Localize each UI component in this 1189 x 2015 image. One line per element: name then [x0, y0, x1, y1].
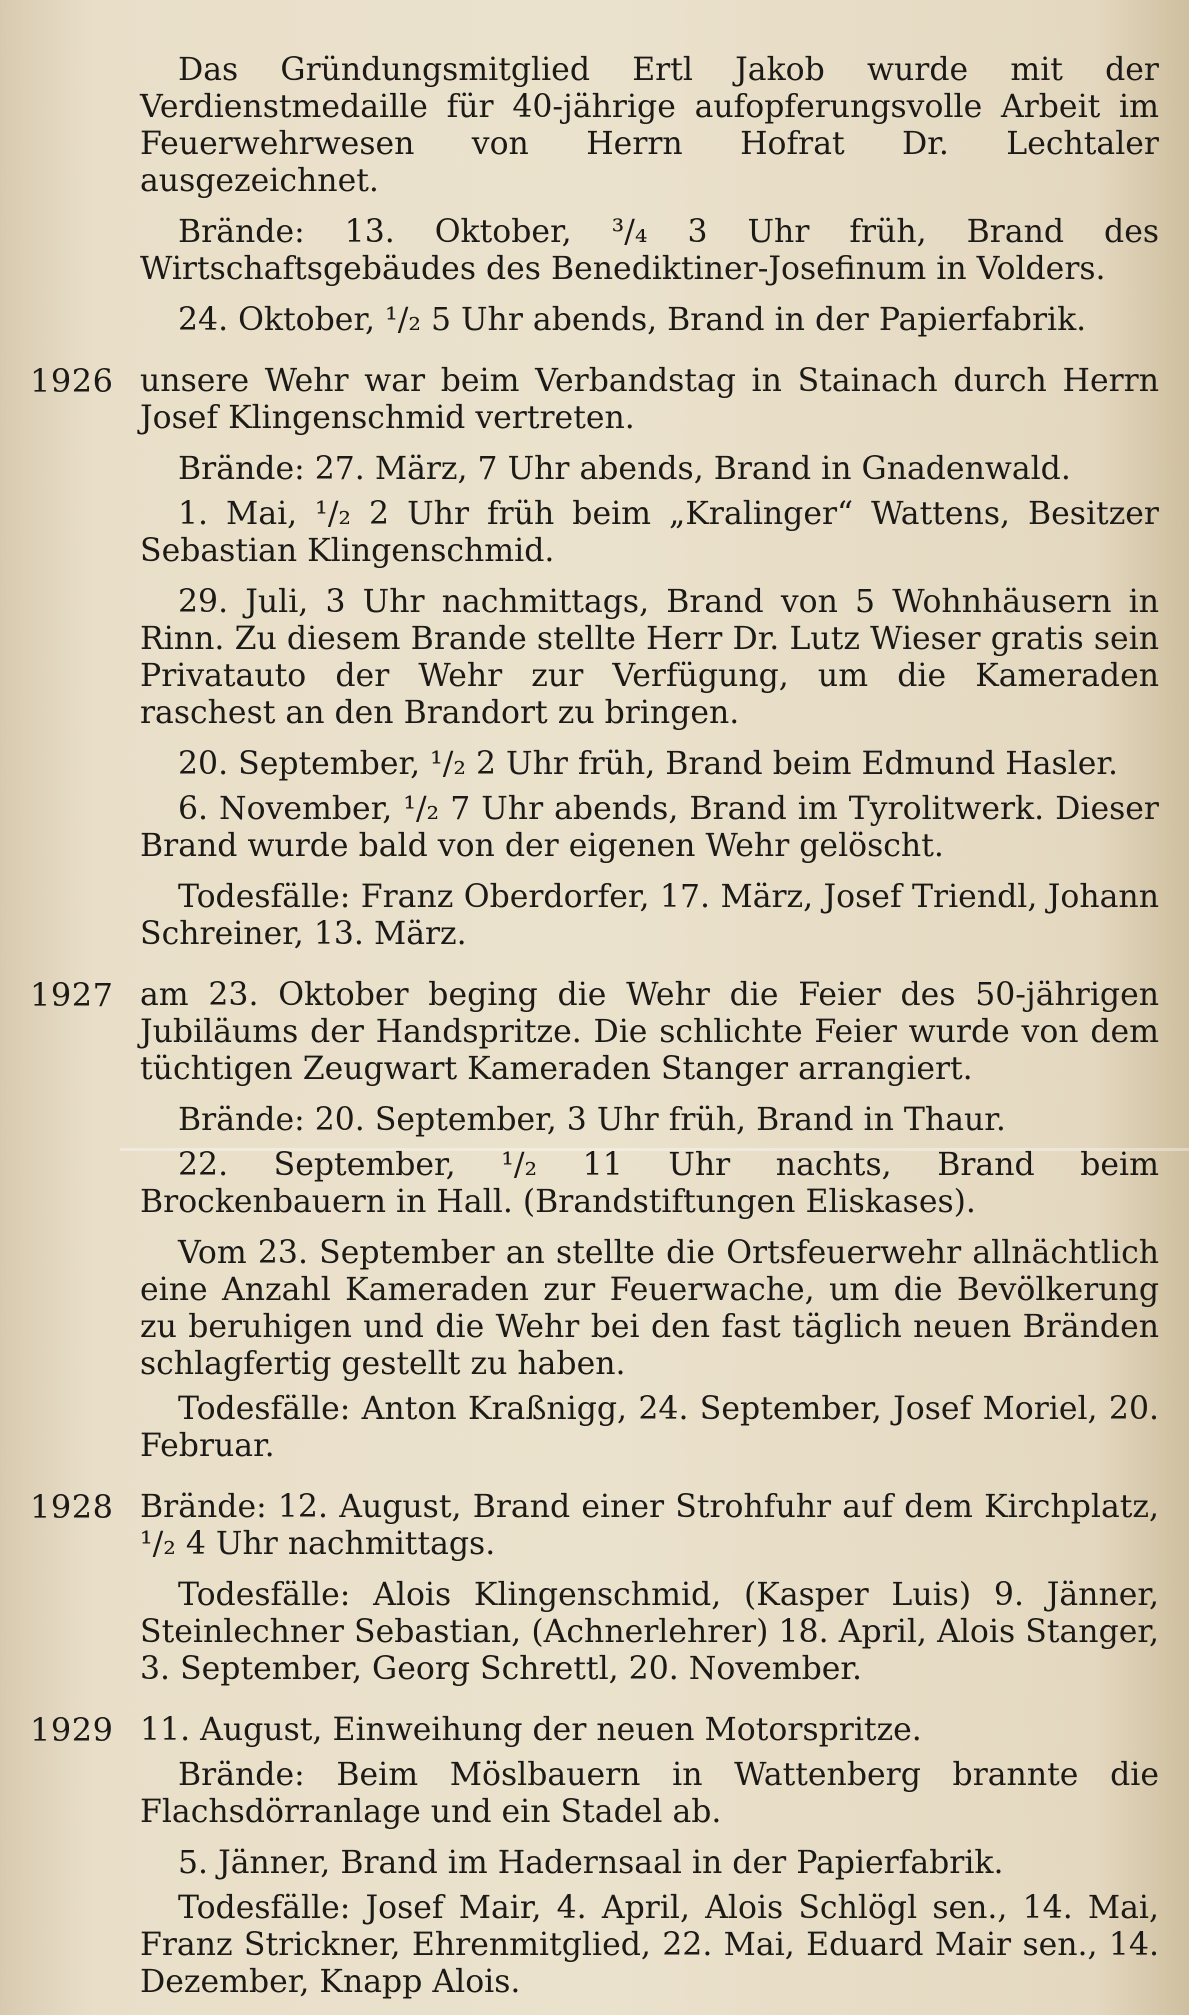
year-section-1928: [30, 1489, 1159, 1702]
paragraph: Todesfälle: Franz Oberdorfer, 17. März, Josef Triendl, Johann Schreiner, 13. März.: [140, 879, 1159, 952]
paragraph: Todesfälle: Josef Mair, 4. April, Alois Schlögl sen., 14. Mai, Franz Strickner, Ehrenmitglied, 22. Mai, Eduard Mair sen., 14. Dezember, Knapp Alois.: [140, 1890, 1159, 2000]
paragraph: 22. September, ¹/₂ 11 Uhr nachts, Brand beim Brockenbauern in Hall. (Brandstiftungen Eliskases).: [140, 1147, 1159, 1220]
paragraph: 1. Mai, ¹/₂ 2 Uhr früh beim „Kralinger“ Wattens, Besitzer Sebastian Klingenschmid.: [140, 496, 1159, 569]
paragraph: Brände: 13. Oktober, ³/₄ 3 Uhr früh, Brand des Wirtschaftsgebäudes des Benediktiner-Josefinum in Volders.: [140, 214, 1159, 287]
year-section-1926: [30, 363, 1159, 967]
paragraph: 11. August, Einweihung der neuen Motorspritze.: [140, 1712, 922, 1748]
paragraph: Brände: Beim Möslbauern in Wattenberg brannte die Flachsdörranlage und ein Stadel ab.: [140, 1757, 1159, 1830]
paragraph: unsere Wehr war beim Verbandstag in Stainach durch Herrn Josef Klingenschmid vertreten.: [140, 363, 1159, 436]
paragraph: Brände: 27. März, 7 Uhr abends, Brand in Gnadenwald.: [178, 451, 1071, 487]
paper-fold-line: [120, 1148, 1189, 1151]
paragraph: am 23. Oktober beging die Wehr die Feier des 50-jährigen Jubiläums der Handspritze. Die schlichte Feier wurde von dem tüchtigen Zeugwart Kameraden Stanger arrangiert.: [140, 977, 1159, 1087]
paragraph: Das Gründungsmitglied Ertl Jakob wurde mit der Verdienstmedaille für 40-jährige aufopferungsvolle Arbeit im Feuerwehrwesen von Herrn Hofrat Dr. Lechtaler ausgezeichnet.: [140, 52, 1159, 199]
intro-section: [30, 52, 1159, 353]
year-label: 1926: [30, 362, 114, 400]
paragraph: 24. Oktober, ¹/₂ 5 Uhr abends, Brand in der Papierfabrik.: [178, 302, 1087, 338]
year-label: 1928: [30, 1488, 114, 1526]
paragraph: Todesfälle: Anton Kraßnigg, 24. September, Josef Moriel, 20. Februar.: [140, 1391, 1159, 1464]
paragraph: 5. Jänner, Brand im Hadernsaal in der Papierfabrik.: [178, 1845, 1004, 1881]
section-body: [140, 52, 1159, 353]
year-section-1929: [30, 1712, 1159, 2015]
year-label: 1929: [30, 1711, 114, 1749]
section-body: [140, 363, 1159, 967]
paragraph: 6. November, ¹/₂ 7 Uhr abends, Brand im Tyrolitwerk. Dieser Brand wurde bald von der eigenen Wehr gelöscht.: [140, 791, 1159, 864]
year-section-1927: [30, 977, 1159, 1479]
paragraph: Vom 23. September an stellte die Ortsfeuerwehr allnächtlich eine Anzahl Kameraden zur Feuerwache, um die Bevölkerung zu beruhigen und die Wehr bei den fast täglich neuen Bränden schlagfertig gestellt zu haben.: [140, 1235, 1159, 1382]
year-label: 1927: [30, 976, 114, 1014]
year-spacer: [30, 52, 140, 353]
section-body: [140, 1489, 1159, 1702]
section-body: [140, 977, 1159, 1479]
paragraph: 20. September, ¹/₂ 2 Uhr früh, Brand beim Edmund Hasler.: [178, 746, 1118, 782]
section-body: [140, 1712, 1159, 2015]
paragraph: Brände: 12. August, Brand einer Strohfuhr auf dem Kirchplatz, ¹/₂ 4 Uhr nachmittags.: [140, 1489, 1159, 1562]
paragraph: Brände: 20. September, 3 Uhr früh, Brand in Thaur.: [178, 1102, 1006, 1138]
paragraph: Todesfälle: Alois Klingenschmid, (Kasper Luis) 9. Jänner, Steinlechner Sebastian, (Achnerlehrer) 18. April, Alois Stanger, 3. September, Georg Schrettl, 20. November.: [140, 1577, 1159, 1687]
paragraph: 29. Juli, 3 Uhr nachmittags, Brand von 5 Wohnhäusern in Rinn. Zu diesem Brande stellte Herr Dr. Lutz Wieser gratis sein Privatauto der Wehr zur Verfügung, um die Kameraden raschest an den Brandort zu bringen.: [140, 584, 1159, 731]
